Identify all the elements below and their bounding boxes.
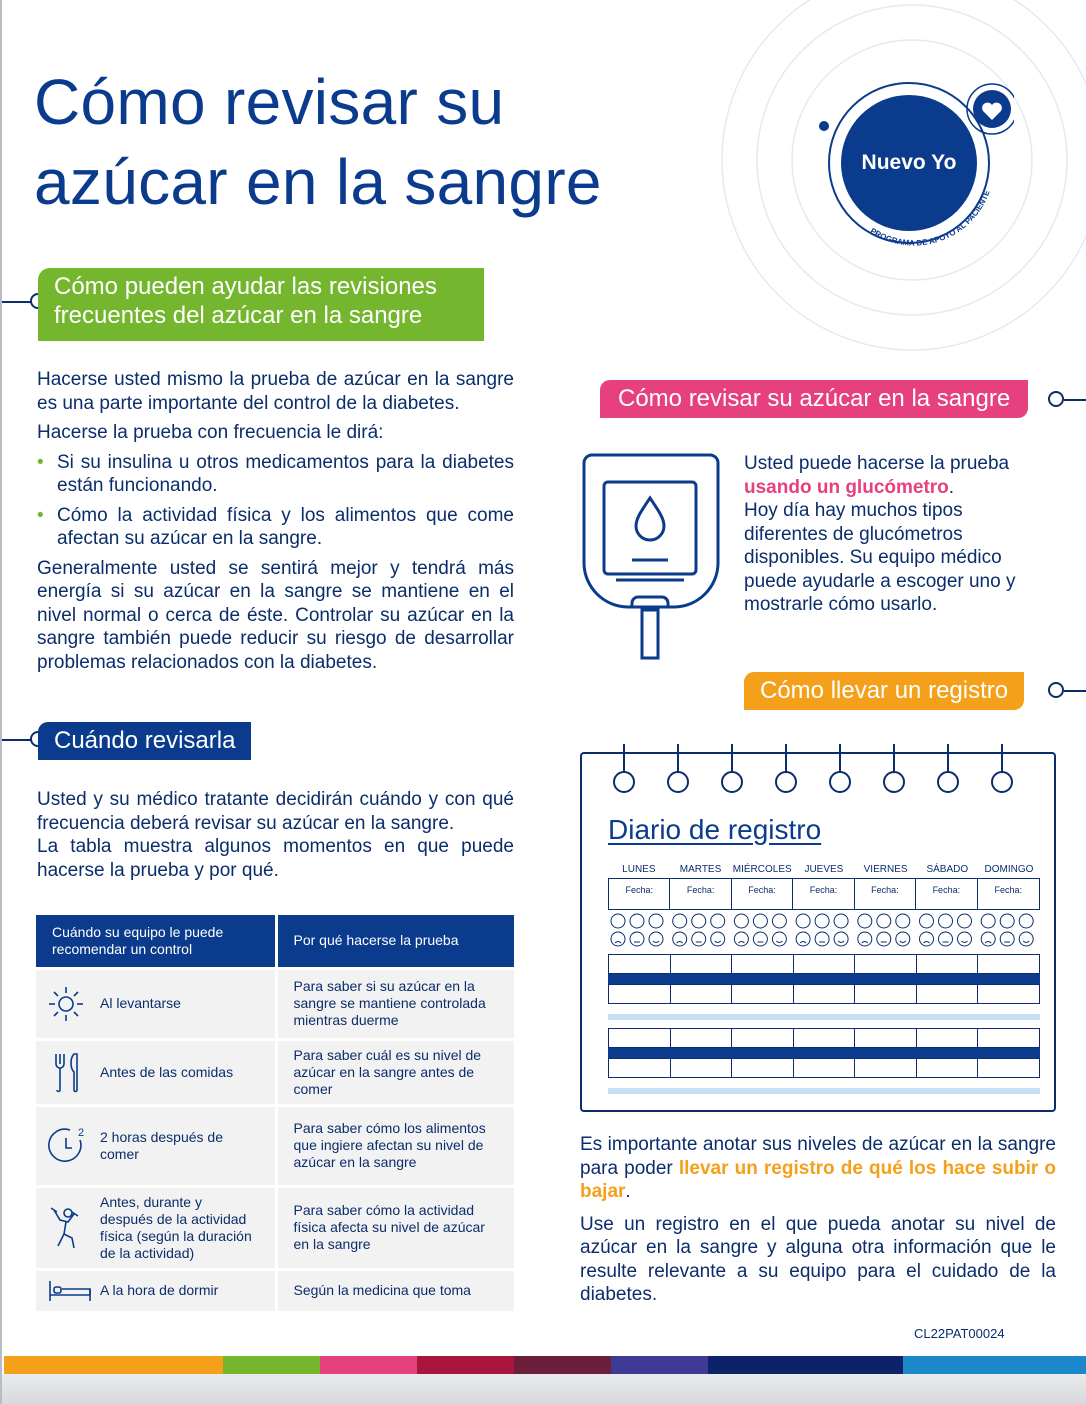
bed-icon: [46, 1277, 100, 1305]
date-cell: Fecha:: [609, 879, 670, 909]
document-code: CL22PAT00024: [914, 1326, 1005, 1341]
section-heading-record: Cómo llevar un registro: [744, 672, 1024, 710]
why-cell: Según la medicina que toma: [276, 1269, 514, 1311]
heading-line-2: frecuentes del azúcar en la sangre: [54, 302, 423, 329]
when-cell: 2 horas después de comer: [100, 1128, 223, 1162]
when-table: [36, 915, 514, 1311]
diary-days: [608, 864, 1040, 875]
section-help-body: [37, 368, 514, 680]
bullet-item: • Si su insulina u otros medicamentos para la diabetes están funcionando.: [37, 451, 514, 498]
why-cell: Para saber cuál es su nivel de azúcar en la sangre antes de comer: [276, 1039, 514, 1105]
paragraph: Generalmente usted se sentirá mejor y tendrá más energía si su azúcar en la sangre se mantiene en el nivel normal o cerca de éste. Controlar su azúcar en la sangre también puede reducir su riesgo de desarrollar problemas relacionados con la diabetes.: [37, 557, 514, 673]
logo-subtitle: PROGRAMA DE APOYO AL PACIENTE: [868, 188, 992, 248]
connector-line: [2, 301, 32, 303]
when-cell: Antes, durante y después de la actividad física (según la duración de la actividad): [100, 1193, 252, 1261]
text: Es importante anotar sus niveles de azúcar en la sangre para poder: [580, 1134, 1056, 1179]
footer-stripe: [417, 1356, 514, 1374]
footer-stripe: [223, 1356, 320, 1374]
title-line-2: azúcar en la sangre: [34, 146, 602, 218]
paragraph: [580, 1133, 1056, 1204]
svg-text:2: 2: [78, 1126, 85, 1139]
section-heading-help: [38, 268, 484, 341]
spiral-rings: [582, 744, 1058, 794]
date-cell: Fecha:: [732, 879, 793, 909]
date-cell: Fecha:: [916, 879, 977, 909]
text: .: [625, 1181, 631, 1202]
day-label: MARTES: [679, 864, 722, 875]
why-cell: Para saber cómo los alimentos que ingiere afectan su nivel de azúcar en la sangre: [276, 1105, 514, 1186]
highlight-text: usando un glucómetro: [744, 476, 949, 498]
glucometer-icon: [578, 452, 724, 664]
day-label: JUEVES: [804, 864, 844, 875]
diary-date-row: [608, 878, 1040, 910]
date-cell: Fecha:: [670, 879, 731, 909]
when-cell: A la hora de dormir: [100, 1282, 219, 1298]
table-header-why: Por qué hacerse la prueba: [276, 915, 514, 968]
footer-stripe: [4, 1356, 223, 1374]
section-how-body: [744, 452, 1044, 617]
footer-stripe: [611, 1356, 708, 1374]
date-cell: Fecha:: [994, 885, 1022, 895]
day-label: MIÉRCOLES: [732, 864, 792, 875]
table-row: [36, 968, 514, 1039]
clock-icon: [46, 1124, 100, 1168]
paragraph: Hacerse usted mismo la prueba de azúcar en la sangre es una parte importante del control de la diabetes.: [37, 369, 514, 414]
fork-knife-icon: [46, 1050, 100, 1094]
text: .: [948, 476, 955, 498]
paragraph: [744, 452, 1044, 499]
mood-faces: [608, 912, 1040, 948]
paragraph: Hacerse la prueba con frecuencia le dirá:: [37, 422, 384, 443]
nuevo-yo-logo: [814, 78, 1014, 258]
date-cell: Fecha:: [855, 879, 916, 909]
page-title: [34, 62, 602, 222]
viewer-bottom-band: [2, 1374, 1086, 1404]
day-label: LUNES: [622, 864, 656, 875]
day-label: DOMINGO: [984, 864, 1034, 875]
title-line-1: Cómo revisar su: [34, 66, 505, 138]
connector-line: [2, 739, 32, 741]
diary-title: Diario de registro: [608, 814, 822, 845]
connector-ring: [1048, 682, 1064, 698]
footer-stripe: [320, 1356, 417, 1374]
why-cell: Para saber cómo la actividad física afecta su nivel de azúcar en la sangre: [276, 1186, 514, 1269]
table-row: [36, 1039, 514, 1105]
diary-grid-2: [608, 1028, 1040, 1078]
footer-stripe: [514, 1356, 611, 1374]
diary-divider: [608, 1014, 1040, 1020]
diary-grid-1: [608, 954, 1040, 1004]
bullet-item: • Cómo la actividad física y los alimentos que come afectan su azúcar en la sangre.: [37, 504, 514, 551]
connector-ring: [1048, 391, 1064, 407]
when-cell: Antes de las comidas: [100, 1063, 234, 1080]
table-row: [36, 1105, 514, 1186]
date-cell: Fecha:: [793, 879, 854, 909]
section-heading-when: Cuándo revisarla: [38, 722, 251, 760]
section-when-body: [37, 788, 514, 882]
footer-stripe: [903, 1356, 1086, 1374]
heading-line-1: Cómo pueden ayudar las revisiones: [54, 273, 437, 300]
why-cell: Para saber si su azúcar en la sangre se mantiene controlada mientras duerme: [276, 968, 514, 1039]
connector-line: [1064, 690, 1086, 692]
paragraph: Usted y su médico tratante decidirán cuándo y con qué frecuencia deberá revisar su azúcar en la sangre.: [37, 789, 514, 834]
table-header-row: [36, 915, 514, 968]
highlight-text: llevar un registro de qué los hace subir o bajar: [580, 1157, 1057, 1202]
logo-name: Nuevo Yo: [861, 151, 957, 174]
section-heading-how: Cómo revisar su azúcar en la sangre: [600, 380, 1028, 418]
day-label: SÁBADO: [926, 864, 969, 875]
table-header-when: Cuándo su equipo le puede recomendar un control: [36, 915, 276, 968]
footer-stripe: [708, 1356, 903, 1374]
connector-line: [1064, 399, 1086, 401]
section-record-body: [580, 1133, 1056, 1307]
paragraph: Use un registro en el que pueda anotar su nivel de azúcar en la sangre y alguna otra información que le resulte relevante a su equipo para el cuidado de la diabetes.: [580, 1213, 1056, 1305]
diary-divider: [608, 1088, 1040, 1094]
diary-illustration: [580, 752, 1056, 1112]
paragraph: Hoy día hay muchos tipos diferentes de glucómetros disponibles. Su equipo médico puede ayudarle a escoger uno y mostrarle cómo usarlo.: [744, 500, 1016, 615]
sun-icon: [46, 984, 100, 1024]
when-cell: Al levantarse: [100, 995, 181, 1011]
day-label: VIERNES: [863, 864, 908, 875]
table-row: [36, 1186, 514, 1269]
text: Usted puede hacerse la prueba: [744, 453, 1010, 474]
table-row: [36, 1269, 514, 1311]
paragraph: La tabla muestra algunos momentos en que puede hacerse la prueba y por qué.: [37, 836, 514, 881]
exercise-icon: [46, 1204, 100, 1252]
